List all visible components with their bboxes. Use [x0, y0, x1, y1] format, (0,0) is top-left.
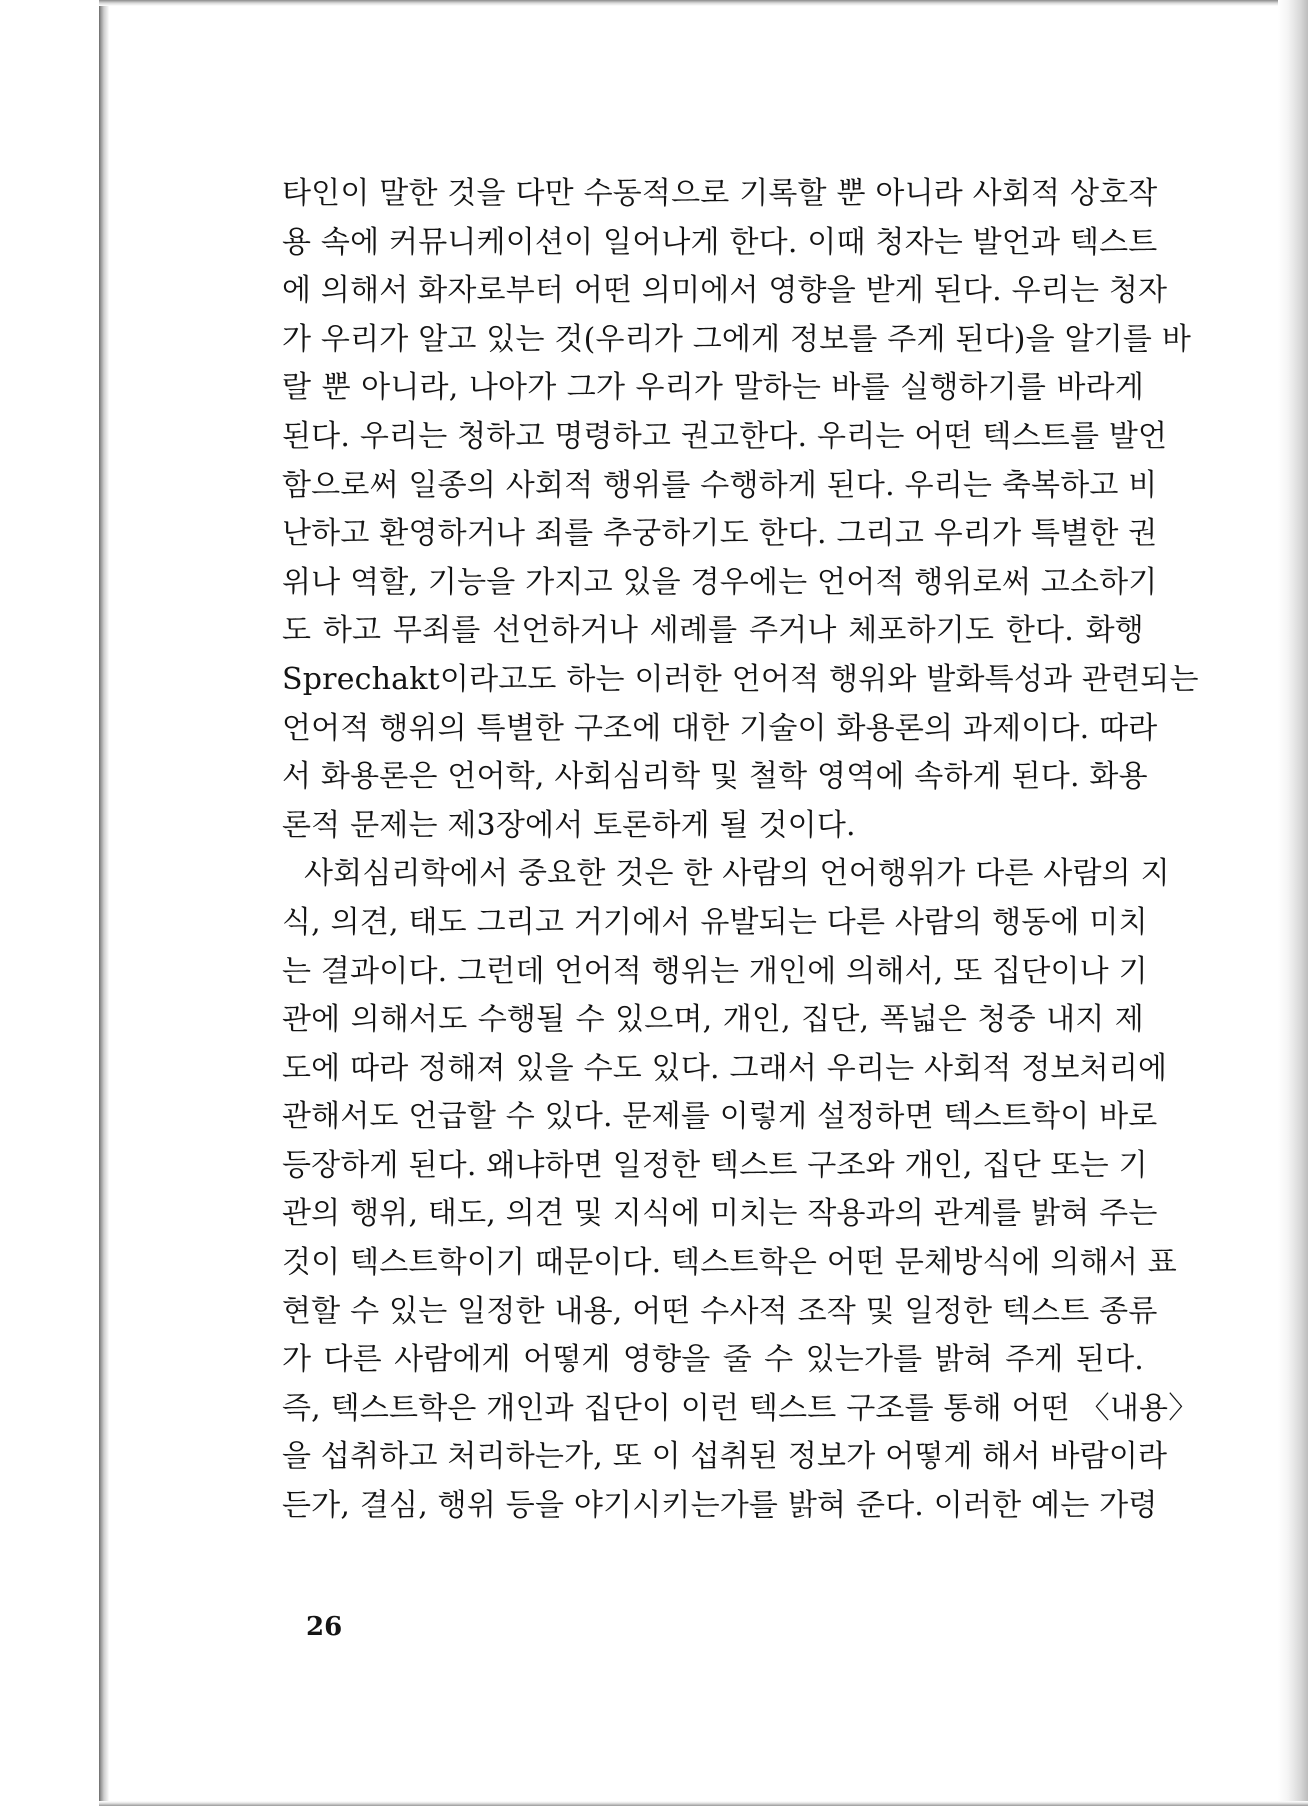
paragraph-2: [282, 850, 1199, 1530]
text-line: 서 화용론은 언어학, 사회심리학 및 철학 영역에 속하게 된다. 화용: [282, 759, 1148, 795]
page-scan-top-edge: [99, 0, 1308, 6]
text-line: 위나 역할, 기능을 가지고 있을 경우에는 언어적 행위로써 고소하기: [282, 564, 1158, 600]
text-line: 즉, 텍스트학은 개인과 집단이 이런 텍스트 구조를 통해 어떤 〈내용〉: [282, 1390, 1199, 1426]
text-line: 는 결과이다. 그런데 언어적 행위는 개인에 의해서, 또 집단이나 기: [282, 953, 1148, 989]
text-line: 론적 문제는 제3장에서 토론하게 될 것이다.: [282, 807, 856, 843]
page-scan-left-edge: [99, 0, 109, 1806]
text-line: 에 의해서 화자로부터 어떤 의미에서 영향을 받게 된다. 우리는 청자: [282, 273, 1168, 309]
body-text: [282, 170, 1199, 1531]
text-line: 도 하고 무죄를 선언하거나 세례를 주거나 체포하기도 한다. 화행: [282, 613, 1144, 649]
text-line: 난하고 환영하거나 죄를 추궁하기도 한다. 그리고 우리가 특별한 권: [282, 516, 1158, 552]
text-line: 식, 의견, 태도 그리고 거기에서 유발되는 다른 사람의 행동에 미치: [282, 904, 1148, 940]
text-line: 도에 따라 정해져 있을 수도 있다. 그래서 우리는 사회적 정보처리에: [282, 1050, 1168, 1086]
text-line: Sprechakt이라고도 하는 이러한 언어적 행위와 발화특성과 관련되는: [282, 661, 1199, 697]
text-line: 가 우리가 알고 있는 것(우리가 그에게 정보를 주게 된다)을 알기를 바: [282, 321, 1192, 357]
text-line: 랄 뿐 아니라, 나아가 그가 우리가 말하는 바를 실행하기를 바라게: [282, 370, 1144, 406]
text-line: 것이 텍스트학이기 때문이다. 텍스트학은 어떤 문체방식에 의해서 표: [282, 1245, 1177, 1281]
text-line: 관의 행위, 태도, 의견 및 지식에 미치는 작용과의 관계를 밝혀 주는: [282, 1196, 1158, 1232]
text-line: 타인이 말한 것을 다만 수동적으로 기록할 뿐 아니라 사회적 상호작: [282, 176, 1158, 211]
text-line: 관해서도 언급할 수 있다. 문제를 이렇게 설정하면 텍스트학이 바로: [282, 1099, 1158, 1135]
text-line: 현할 수 있는 일정한 내용, 어떤 수사적 조작 및 일정한 텍스트 종류: [282, 1293, 1158, 1329]
text-line: 언어적 행위의 특별한 구조에 대한 기술이 화용론의 과제이다. 따라: [282, 710, 1158, 746]
text-line: 용 속에 커뮤니케이션이 일어나게 한다. 이때 청자는 발언과 텍스트: [282, 224, 1158, 260]
text-line: 된다. 우리는 청하고 명령하고 권고한다. 우리는 어떤 텍스트를 발언: [282, 418, 1168, 454]
text-line: 사회심리학에서 중요한 것은 한 사람의 언어행위가 다른 사람의 지: [304, 856, 1170, 892]
text-line: 관에 의해서도 수행될 수 있으며, 개인, 집단, 폭넓은 청중 내지 제: [282, 1002, 1144, 1038]
text-line: 을 섭취하고 처리하는가, 또 이 섭취된 정보가 어떻게 해서 바람이라: [282, 1439, 1168, 1475]
page-scan-bottom-edge: [99, 1801, 1308, 1806]
paragraph-1: [282, 170, 1199, 850]
text-line: 등장하게 된다. 왜냐하면 일정한 텍스트 구조와 개인, 집단 또는 기: [282, 1147, 1148, 1183]
text-line: 함으로써 일종의 사회적 행위를 수행하게 된다. 우리는 축복하고 비: [282, 467, 1158, 503]
text-line: 가 다른 사람에게 어떻게 영향을 줄 수 있는가를 밝혀 주게 된다.: [282, 1342, 1144, 1378]
page-scan-right-edge: [1278, 0, 1308, 1806]
text-line: 든가, 결심, 행위 등을 야기시키는가를 밝혀 준다. 이러한 예는 가령: [282, 1488, 1158, 1524]
page-number: 26: [306, 1612, 343, 1642]
